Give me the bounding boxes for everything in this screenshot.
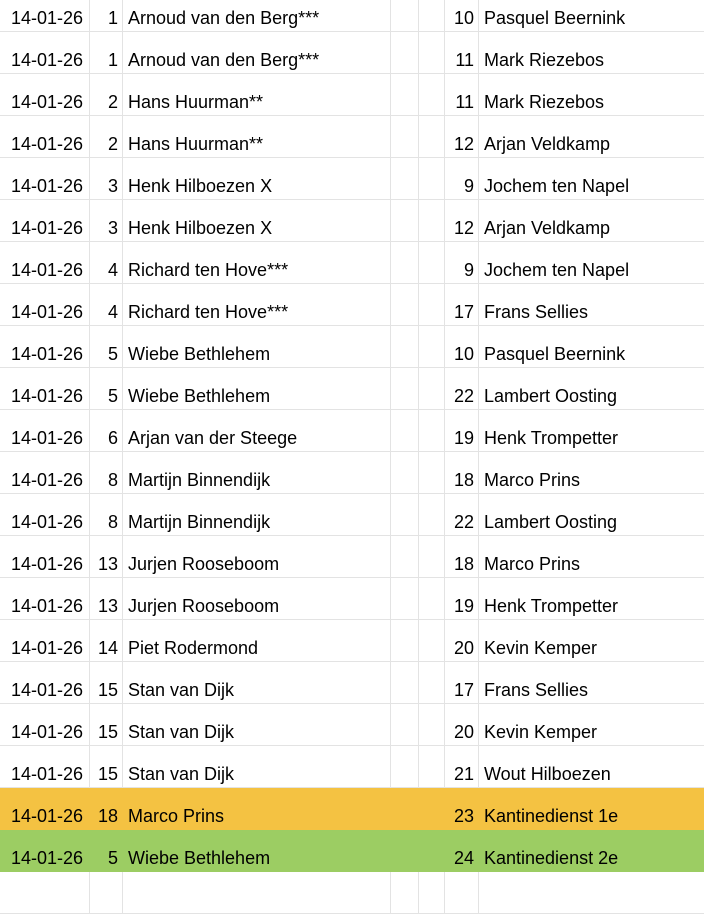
cell-right-name[interactable]: Frans Sellies bbox=[484, 680, 589, 700]
cell-blank-2[interactable] bbox=[419, 830, 445, 871]
table-row bbox=[0, 578, 704, 620]
cell-blank-2[interactable] bbox=[419, 746, 445, 787]
cell-left-name[interactable]: Jurjen Rooseboom bbox=[123, 578, 391, 619]
cell-blank-1[interactable] bbox=[391, 116, 419, 157]
cell-blank-2[interactable] bbox=[419, 200, 445, 241]
cell-right-name[interactable]: Mark Riezebos bbox=[484, 50, 605, 70]
cell-blank-1[interactable] bbox=[391, 620, 419, 661]
cell-right-number[interactable]: 17 bbox=[445, 284, 479, 325]
cell-left-name[interactable]: Stan van Dijk bbox=[123, 746, 391, 787]
cell-blank-1[interactable] bbox=[391, 704, 419, 745]
cell-date[interactable]: 14-01-26 bbox=[0, 242, 90, 283]
cell-date[interactable]: 14-01-26 bbox=[0, 116, 90, 157]
table-row bbox=[0, 410, 704, 452]
cell-right-number[interactable]: 18 bbox=[445, 452, 479, 493]
cell-blank-2[interactable] bbox=[419, 578, 445, 619]
cell-blank-2[interactable] bbox=[419, 284, 445, 325]
cell-right-number[interactable]: 20 bbox=[445, 620, 479, 661]
cell-blank-2[interactable] bbox=[419, 32, 445, 73]
cell-left-number[interactable]: 13 bbox=[90, 536, 123, 577]
cell-left-number[interactable]: 1 bbox=[90, 0, 123, 31]
cell-left-name[interactable]: Jurjen Rooseboom bbox=[123, 536, 391, 577]
cell-date[interactable]: 14-01-26 bbox=[0, 452, 90, 493]
cell-blank-1[interactable] bbox=[391, 746, 419, 787]
cell-date[interactable]: 14-01-26 bbox=[0, 158, 90, 199]
cell-left-name[interactable]: Arnoud van den Berg*** bbox=[123, 0, 391, 31]
cell-left-number[interactable]: 2 bbox=[90, 74, 123, 115]
cell-date[interactable]: 14-01-26 bbox=[0, 746, 90, 787]
cell-blank-2[interactable] bbox=[419, 326, 445, 367]
cell-date[interactable]: 14-01-26 bbox=[0, 74, 90, 115]
table-row bbox=[0, 746, 704, 788]
cell-left-name[interactable]: Martijn Binnendijk bbox=[123, 452, 391, 493]
cell-blank-2[interactable] bbox=[419, 0, 445, 31]
cell-right-name[interactable]: Jochem ten Napel bbox=[484, 260, 630, 280]
cell-blank-1[interactable] bbox=[391, 662, 419, 703]
table-row bbox=[0, 242, 704, 284]
cell-blank-2[interactable] bbox=[419, 494, 445, 535]
cell-right-number[interactable]: 9 bbox=[445, 242, 479, 283]
cell-blank-2[interactable] bbox=[419, 452, 445, 493]
cell-blank-1[interactable] bbox=[391, 830, 419, 871]
cell-left-name[interactable]: Wiebe Bethlehem bbox=[123, 326, 391, 367]
cell-blank-1[interactable] bbox=[391, 494, 419, 535]
table-row bbox=[0, 872, 704, 914]
cell-right-number[interactable]: 11 bbox=[445, 32, 479, 73]
cell-right-number[interactable]: 19 bbox=[445, 410, 479, 451]
cell-right-number[interactable]: 19 bbox=[445, 578, 479, 619]
cell-date[interactable]: 14-01-26 bbox=[0, 326, 90, 367]
cell-left-number[interactable]: 3 bbox=[90, 158, 123, 199]
table-row bbox=[0, 704, 704, 746]
cell-left-number[interactable]: 13 bbox=[90, 578, 123, 619]
cell-right-name[interactable]: Marco Prins bbox=[484, 554, 581, 574]
cell-left-name[interactable]: Marco Prins bbox=[123, 788, 391, 829]
cell-date[interactable] bbox=[0, 872, 90, 913]
cell-blank-2[interactable] bbox=[419, 158, 445, 199]
cell-right-number[interactable] bbox=[445, 872, 479, 913]
cell-date[interactable]: 14-01-26 bbox=[0, 662, 90, 703]
cell-right-name[interactable]: Pasquel Beernink bbox=[484, 8, 626, 28]
cell-left-name[interactable]: Stan van Dijk bbox=[123, 662, 391, 703]
table-row bbox=[0, 284, 704, 326]
cell-right-number[interactable]: 11 bbox=[445, 74, 479, 115]
cell-blank-2[interactable] bbox=[419, 704, 445, 745]
cell-left-name[interactable]: Martijn Binnendijk bbox=[123, 494, 391, 535]
cell-right-name[interactable]: Kantinedienst 2e bbox=[484, 848, 619, 868]
cell-date[interactable]: 14-01-26 bbox=[0, 494, 90, 535]
cell-blank-2[interactable] bbox=[419, 872, 445, 913]
cell-date[interactable]: 14-01-26 bbox=[0, 578, 90, 619]
cell-blank-2[interactable] bbox=[419, 410, 445, 451]
cell-blank-1[interactable] bbox=[391, 242, 419, 283]
table-row bbox=[0, 158, 704, 200]
cell-right-number[interactable]: 23 bbox=[445, 788, 479, 829]
cell-left-name[interactable]: Hans Huurman** bbox=[123, 116, 391, 157]
table-row bbox=[0, 74, 704, 116]
cell-right-name[interactable]: Kevin Kemper bbox=[484, 638, 598, 658]
cell-right-number[interactable]: 12 bbox=[445, 116, 479, 157]
cell-date[interactable]: 14-01-26 bbox=[0, 830, 90, 871]
cell-blank-1[interactable] bbox=[391, 74, 419, 115]
cell-right-name[interactable]: Marco Prins bbox=[484, 470, 581, 490]
cell-left-number[interactable]: 5 bbox=[90, 830, 123, 871]
cell-right-name[interactable]: Arjan Veldkamp bbox=[484, 134, 611, 154]
cell-left-number[interactable]: 1 bbox=[90, 32, 123, 73]
cell-left-number[interactable]: 8 bbox=[90, 494, 123, 535]
cell-blank-2[interactable] bbox=[419, 116, 445, 157]
cell-right-name[interactable]: Henk Trompetter bbox=[484, 428, 619, 448]
cell-right-number[interactable]: 17 bbox=[445, 662, 479, 703]
cell-blank-1[interactable] bbox=[391, 32, 419, 73]
cell-blank-2[interactable] bbox=[419, 74, 445, 115]
cell-left-number[interactable]: 5 bbox=[90, 368, 123, 409]
cell-blank-1[interactable] bbox=[391, 158, 419, 199]
cell-left-number[interactable]: 6 bbox=[90, 410, 123, 451]
cell-right-name[interactable]: Lambert Oosting bbox=[484, 512, 618, 532]
cell-right-name[interactable]: Frans Sellies bbox=[484, 302, 589, 322]
cell-right-number[interactable]: 18 bbox=[445, 536, 479, 577]
cell-blank-2[interactable] bbox=[419, 242, 445, 283]
cell-left-name[interactable]: Stan van Dijk bbox=[123, 704, 391, 745]
cell-left-name[interactable]: Wiebe Bethlehem bbox=[123, 368, 391, 409]
cell-left-number[interactable] bbox=[90, 872, 123, 913]
cell-right-number[interactable]: 21 bbox=[445, 746, 479, 787]
cell-date[interactable]: 14-01-26 bbox=[0, 410, 90, 451]
table-row bbox=[0, 0, 704, 32]
cell-date[interactable]: 14-01-26 bbox=[0, 200, 90, 241]
table-row bbox=[0, 788, 704, 830]
cell-date[interactable]: 14-01-26 bbox=[0, 788, 90, 829]
cell-blank-1[interactable] bbox=[391, 410, 419, 451]
cell-blank-2[interactable] bbox=[419, 662, 445, 703]
table-row bbox=[0, 452, 704, 494]
cell-blank-2[interactable] bbox=[419, 788, 445, 829]
cell-blank-1[interactable] bbox=[391, 872, 419, 913]
cell-left-number[interactable]: 15 bbox=[90, 704, 123, 745]
cell-left-name[interactable] bbox=[123, 872, 391, 913]
cell-date[interactable]: 14-01-26 bbox=[0, 0, 90, 31]
cell-right-name[interactable]: Kantinedienst 1e bbox=[484, 806, 619, 826]
cell-left-name[interactable]: Richard ten Hove*** bbox=[123, 284, 391, 325]
table-row bbox=[0, 368, 704, 410]
cell-right-name[interactable]: Mark Riezebos bbox=[484, 92, 605, 112]
cell-blank-2[interactable] bbox=[419, 536, 445, 577]
table-row bbox=[0, 116, 704, 158]
table-row bbox=[0, 326, 704, 368]
table-row bbox=[0, 830, 704, 872]
cell-left-number[interactable]: 3 bbox=[90, 200, 123, 241]
cell-right-number[interactable]: 20 bbox=[445, 704, 479, 745]
cell-left-number[interactable]: 18 bbox=[90, 788, 123, 829]
cell-left-name[interactable]: Hans Huurman** bbox=[123, 74, 391, 115]
cell-date[interactable]: 14-01-26 bbox=[0, 284, 90, 325]
cell-blank-1[interactable] bbox=[391, 578, 419, 619]
cell-left-number[interactable]: 8 bbox=[90, 452, 123, 493]
table-row bbox=[0, 200, 704, 242]
cell-left-name[interactable]: Henk Hilboezen X bbox=[123, 200, 391, 241]
cell-blank-1[interactable] bbox=[391, 0, 419, 31]
table-row bbox=[0, 620, 704, 662]
cell-right-name[interactable]: Lambert Oosting bbox=[484, 386, 618, 406]
cell-left-number[interactable]: 5 bbox=[90, 326, 123, 367]
cell-left-number[interactable]: 14 bbox=[90, 620, 123, 661]
cell-left-number[interactable]: 2 bbox=[90, 116, 123, 157]
cell-right-name[interactable]: Pasquel Beernink bbox=[484, 344, 626, 364]
cell-right-number[interactable]: 12 bbox=[445, 200, 479, 241]
cell-right-name[interactable]: Arjan Veldkamp bbox=[484, 218, 611, 238]
cell-left-name[interactable]: Piet Rodermond bbox=[123, 620, 391, 661]
cell-right-name[interactable] bbox=[479, 872, 704, 913]
cell-blank-1[interactable] bbox=[391, 536, 419, 577]
cell-blank-1[interactable] bbox=[391, 326, 419, 367]
cell-blank-1[interactable] bbox=[391, 452, 419, 493]
cell-date[interactable]: 14-01-26 bbox=[0, 32, 90, 73]
table-row bbox=[0, 32, 704, 74]
cell-left-name[interactable]: Arnoud van den Berg*** bbox=[123, 32, 391, 73]
cell-blank-1[interactable] bbox=[391, 368, 419, 409]
cell-blank-1[interactable] bbox=[391, 284, 419, 325]
cell-date[interactable]: 14-01-26 bbox=[0, 704, 90, 745]
cell-right-name[interactable]: Henk Trompetter bbox=[484, 596, 619, 616]
table-row bbox=[0, 494, 704, 536]
cell-blank-1[interactable] bbox=[391, 788, 419, 829]
cell-date[interactable]: 14-01-26 bbox=[0, 620, 90, 661]
cell-right-name[interactable]: Jochem ten Napel bbox=[484, 176, 630, 196]
cell-left-number[interactable]: 4 bbox=[90, 242, 123, 283]
cell-left-name[interactable]: Wiebe Bethlehem bbox=[123, 830, 391, 871]
cell-right-number[interactable]: 10 bbox=[445, 326, 479, 367]
cell-left-name[interactable]: Henk Hilboezen X bbox=[123, 158, 391, 199]
cell-date[interactable]: 14-01-26 bbox=[0, 368, 90, 409]
cell-left-number[interactable]: 4 bbox=[90, 284, 123, 325]
cell-blank-2[interactable] bbox=[419, 620, 445, 661]
cell-right-number[interactable]: 9 bbox=[445, 158, 479, 199]
cell-date[interactable]: 14-01-26 bbox=[0, 536, 90, 577]
cell-right-number[interactable]: 22 bbox=[445, 494, 479, 535]
cell-right-name[interactable]: Wout Hilboezen bbox=[484, 764, 611, 784]
cell-right-number[interactable]: 10 bbox=[445, 0, 479, 31]
cell-blank-1[interactable] bbox=[391, 200, 419, 241]
cell-left-number[interactable]: 15 bbox=[90, 746, 123, 787]
cell-left-name[interactable]: Arjan van der Steege bbox=[123, 410, 391, 451]
cell-right-number[interactable]: 22 bbox=[445, 368, 479, 409]
cell-right-number[interactable]: 24 bbox=[445, 830, 479, 871]
cell-blank-2[interactable] bbox=[419, 368, 445, 409]
table-row bbox=[0, 536, 704, 578]
cell-left-number[interactable]: 15 bbox=[90, 662, 123, 703]
cell-right-name[interactable]: Kevin Kemper bbox=[484, 722, 598, 742]
cell-left-name[interactable]: Richard ten Hove*** bbox=[123, 242, 391, 283]
table-row bbox=[0, 662, 704, 704]
